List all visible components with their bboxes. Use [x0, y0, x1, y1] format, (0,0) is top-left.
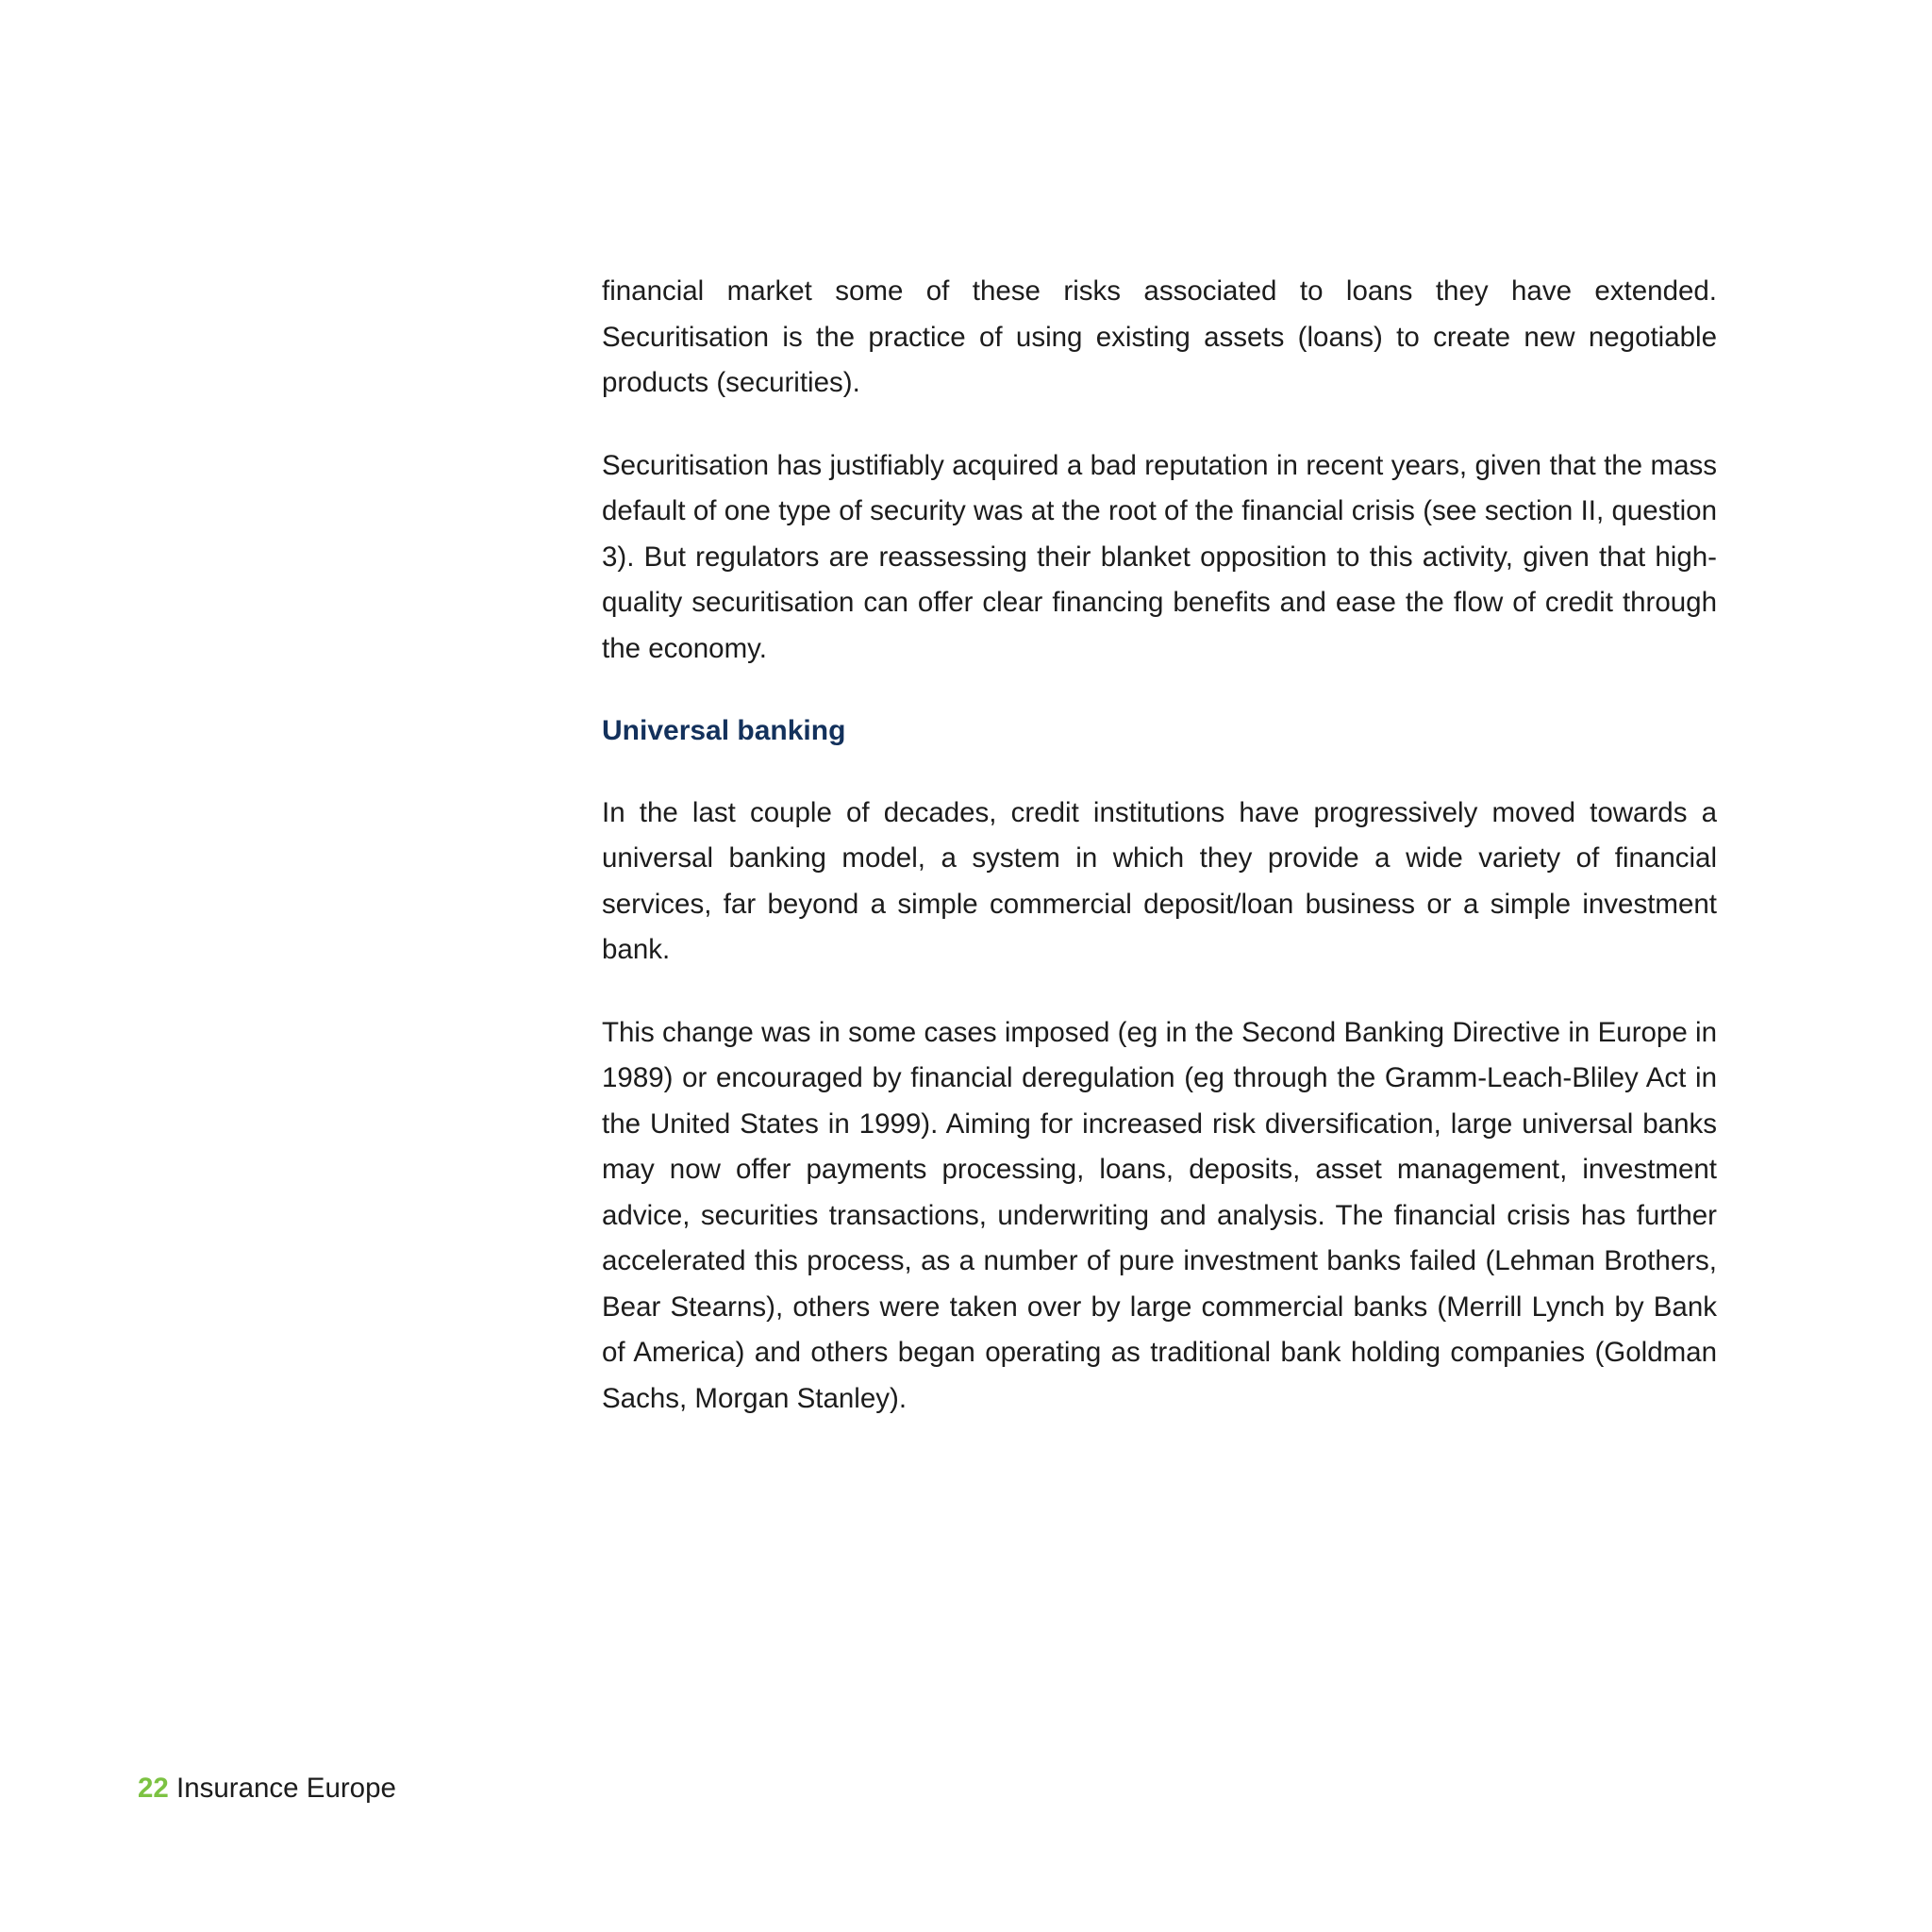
paragraph-universal-banking-model: In the last couple of decades, credit institutions have progressively moved towards a universal banking model, a system in which they provide a wide variety of financial services, far beyond a simple commercial deposit/loan business or a simple investment bank.	[602, 796, 1717, 965]
paragraph-securitisation-intro: financial market some of these risks associated to loans they have extended. Securitisation is the practice of using existing assets (loans) to create new negotiable products (securities).	[602, 275, 1717, 398]
paragraph-securitisation-reputation: Securitisation has justifiably acquired a bad reputation in recent years, given that the mass default of one type of security was at the root of the financial crisis (see section II, question 3). But regulators are reassessing their blanket opposition to this activity, given that high-quality securitisation can offer clear financing benefits and ease the flow of credit through the economy.	[602, 449, 1717, 664]
publication-name: Insurance Europe	[176, 1773, 396, 1804]
paragraph-regulatory-change: This change was in some cases imposed (eg in the Second Banking Directive in Europe in 1989) or encouraged by financial deregulation (eg through the Gramm-Leach-Bliley Act in the United States in 1999). Aiming for increased risk diversification, large universal banks may now offer payments processing, loans, deposits, asset management, investment advice, securities transactions, underwriting and analysis. The financial crisis has further accelerated this process, as a number of pure investment banks failed (Lehman Brothers, Bear Stearns), others were taken over by large commercial banks (Merrill Lynch by Bank of America) and others began operating as traditional bank holding companies (Goldman Sachs, Morgan Stanley).	[602, 1016, 1717, 1414]
main-content	[602, 269, 1717, 1458]
page-footer	[138, 1766, 396, 1811]
page-number: 22	[138, 1773, 169, 1804]
section-heading: Universal banking	[602, 715, 846, 746]
